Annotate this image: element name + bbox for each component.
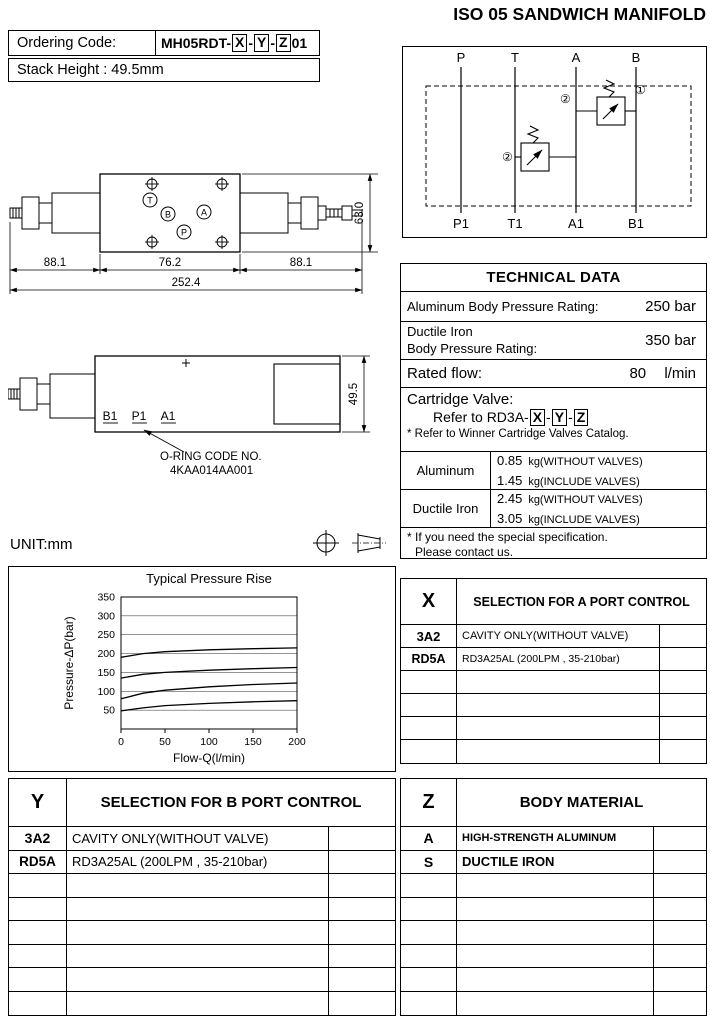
rated-flow-value: 80 l/min bbox=[629, 365, 696, 382]
y-tick-label: 150 bbox=[97, 666, 115, 679]
option-code: 3A2 bbox=[9, 827, 67, 850]
y-tick-label: 250 bbox=[97, 629, 115, 642]
port-circles bbox=[143, 193, 211, 239]
left-cartridge-front bbox=[8, 374, 95, 418]
code-suffix: 01 bbox=[291, 35, 308, 51]
option-desc: RD3A25AL (200LPM , 35-210bar) bbox=[457, 648, 660, 670]
relief-valve-2 bbox=[515, 126, 576, 171]
table-row bbox=[9, 851, 395, 875]
port-label-t: T bbox=[511, 50, 519, 65]
code-x: X bbox=[232, 34, 247, 51]
material-extra-cell bbox=[654, 827, 706, 850]
port-label-b1: B1 bbox=[628, 216, 644, 231]
dim-height-49: 49.5 bbox=[348, 382, 360, 406]
material-desc: HIGH-STRENGTH ALUMINUM bbox=[457, 827, 654, 850]
material-desc: DUCTILE IRON bbox=[457, 851, 654, 874]
dimension-lines bbox=[10, 174, 378, 294]
port-p: P bbox=[180, 227, 188, 238]
empty-row bbox=[401, 671, 706, 694]
ductile-rating-value: 350 bar bbox=[645, 332, 696, 349]
y-tick-label: 200 bbox=[97, 648, 115, 661]
y-tick-label: 300 bbox=[97, 610, 115, 623]
target-symbol-icon bbox=[313, 530, 339, 556]
y-tick-label: 50 bbox=[103, 704, 115, 717]
material-extra-cell bbox=[654, 851, 706, 874]
port-b: B bbox=[164, 209, 172, 220]
port-a: A bbox=[200, 207, 208, 218]
option-extra-cell bbox=[660, 648, 706, 670]
dim-height-63: 63.0 bbox=[354, 201, 366, 225]
code-prefix: MH05RDT- bbox=[161, 35, 232, 51]
empty-row bbox=[9, 898, 395, 922]
code-sep: - bbox=[270, 35, 276, 51]
body-material-title: BODY MATERIAL bbox=[519, 794, 644, 811]
material-code: S bbox=[401, 851, 457, 874]
selection-x-title: SELECTION FOR A PORT CONTROL bbox=[473, 594, 690, 609]
stack-height-box: Stack Height : 49.5mm bbox=[8, 58, 320, 82]
cartridge-cavity-outline bbox=[274, 364, 340, 424]
weight-row-ductile-iron: Ductile Iron 2.45 kg(WITHOUT VALVES) 3.05 kg(INCLUDE VALVES) bbox=[401, 490, 706, 528]
third-angle-projection-icon bbox=[352, 533, 386, 553]
valve-mark-2b: ② bbox=[502, 150, 513, 164]
port-label-p1: P1 bbox=[453, 216, 469, 231]
dim-88-left: 88.1 bbox=[43, 257, 67, 269]
left-cartridge bbox=[10, 193, 100, 233]
port-label-t1: T1 bbox=[507, 216, 523, 231]
x-tick-label: 200 bbox=[288, 736, 306, 748]
empty-row bbox=[9, 921, 395, 945]
cartridge-z: Z bbox=[574, 409, 589, 426]
selection-x-key: X bbox=[401, 579, 457, 624]
y-tick-label: 100 bbox=[97, 685, 115, 698]
option-extra-cell bbox=[660, 625, 706, 647]
hydraulic-schematic bbox=[403, 47, 706, 237]
x-tick-label: 0 bbox=[118, 736, 124, 748]
x-axis-label: Flow-Q(l/min) bbox=[173, 751, 245, 765]
port-label-b: B bbox=[631, 50, 641, 65]
dim-total-252: 252.4 bbox=[171, 277, 201, 289]
right-cartridge bbox=[240, 193, 362, 233]
empty-row bbox=[401, 992, 706, 1016]
ordering-code-value bbox=[155, 31, 319, 55]
selection-y-table bbox=[8, 778, 396, 1016]
material-code: A bbox=[401, 827, 457, 850]
table-row bbox=[9, 827, 395, 851]
selection-x-table bbox=[400, 578, 707, 764]
table-row bbox=[401, 851, 706, 875]
series-curve-2 bbox=[121, 668, 297, 679]
page-title: ISO 05 SANDWICH MANIFOLD bbox=[453, 4, 706, 24]
ordering-code-box bbox=[8, 30, 320, 56]
body-material-table bbox=[400, 778, 707, 1016]
option-desc: CAVITY ONLY(WITHOUT VALVE) bbox=[457, 625, 660, 647]
chart-title: Typical Pressure Rise bbox=[146, 571, 272, 586]
option-code: 3A2 bbox=[401, 625, 457, 647]
empty-row bbox=[401, 717, 706, 740]
technical-data-title: TECHNICAL DATA bbox=[401, 264, 706, 292]
oring-leader bbox=[144, 430, 184, 452]
hydraulic-schematic-panel bbox=[402, 46, 707, 238]
port-label-p: P bbox=[456, 50, 466, 65]
table-row bbox=[401, 827, 706, 851]
port-label-a: A bbox=[571, 50, 581, 65]
front-port-b1: B1 bbox=[102, 409, 118, 423]
front-port-labels bbox=[103, 409, 176, 423]
empty-row bbox=[9, 874, 395, 898]
option-extra-cell bbox=[329, 827, 395, 850]
cartridge-y: Y bbox=[552, 409, 567, 426]
rated-flow-label: Rated flow: bbox=[407, 365, 483, 382]
option-desc: RD3A25AL (200LPM , 35-210bar) bbox=[67, 851, 329, 874]
empty-row bbox=[401, 694, 706, 717]
unit-label: UNIT:mm bbox=[10, 536, 73, 553]
empty-row bbox=[9, 968, 395, 992]
dim-88-right: 88.1 bbox=[289, 257, 313, 269]
projection-symbols bbox=[310, 528, 394, 558]
option-code: RD5A bbox=[401, 648, 457, 670]
top-port-labels bbox=[457, 50, 641, 65]
cartridge-refer-line: Refer to RD3A- X - Y - Z bbox=[407, 409, 702, 426]
ductile-rating-label: Ductile Iron Body Pressure Rating: bbox=[407, 324, 538, 356]
aluminum-rating-label: Aluminum Body Pressure Rating: bbox=[407, 299, 599, 314]
bottom-port-labels bbox=[453, 216, 644, 231]
technical-data-panel bbox=[400, 263, 707, 559]
x-tick-label: 150 bbox=[244, 736, 262, 748]
code-z: Z bbox=[276, 34, 291, 51]
y-axis-label: Pressure-ΔP(bar) bbox=[62, 616, 76, 710]
series-curve-3 bbox=[121, 683, 297, 699]
code-y: Y bbox=[254, 34, 269, 51]
front-port-p1: P1 bbox=[131, 409, 147, 423]
empty-row bbox=[401, 945, 706, 969]
selection-y-title: SELECTION FOR B PORT CONTROL bbox=[100, 794, 362, 811]
front-view-drawing bbox=[8, 350, 398, 488]
empty-row bbox=[401, 874, 706, 898]
body-material-key: Z bbox=[401, 779, 457, 826]
series-curve-1 bbox=[121, 648, 297, 657]
empty-row bbox=[9, 992, 395, 1016]
cartridge-valve-block bbox=[401, 388, 706, 452]
ordering-code-label: Ordering Code: bbox=[17, 35, 117, 51]
oring-title: O-RING CODE NO. bbox=[160, 451, 262, 463]
option-desc: CAVITY ONLY(WITHOUT VALVE) bbox=[67, 827, 329, 850]
plus-mark bbox=[182, 359, 190, 367]
pressure-rise-chart-panel bbox=[8, 566, 396, 772]
port-t: T bbox=[147, 195, 153, 206]
series-curve-4 bbox=[121, 701, 297, 711]
valve-mark-2a: ② bbox=[560, 92, 571, 106]
pressure-rise-chart bbox=[9, 567, 395, 771]
relief-valve-1 bbox=[576, 80, 636, 125]
cartridge-note: * Refer to Winner Cartridge Valves Catalog. bbox=[407, 428, 629, 441]
cartridge-x: X bbox=[530, 409, 545, 426]
x-tick-label: 50 bbox=[159, 736, 171, 748]
cartridge-valve-label: Cartridge Valve: bbox=[407, 391, 514, 408]
empty-row bbox=[401, 968, 706, 992]
technical-data-footnote: * If you need the special specification. Please contact us. bbox=[407, 530, 608, 559]
empty-row bbox=[401, 740, 706, 763]
dim-76: 76.2 bbox=[158, 257, 182, 269]
aluminum-rating-value: 250 bar bbox=[645, 298, 696, 315]
top-view-drawing bbox=[8, 166, 398, 300]
valve-mark-1: ① bbox=[635, 83, 646, 97]
table-row bbox=[401, 625, 706, 648]
weight-table bbox=[401, 452, 706, 528]
empty-row bbox=[401, 921, 706, 945]
code-sep: - bbox=[248, 35, 254, 51]
y-tick-label: 350 bbox=[97, 591, 115, 604]
port-label-a1: A1 bbox=[568, 216, 584, 231]
weight-row-aluminum: Aluminum 0.85 kg(WITHOUT VALVES) 1.45 kg(INCLUDE VALVES) bbox=[401, 452, 706, 490]
option-extra-cell bbox=[329, 851, 395, 874]
selection-y-key: Y bbox=[9, 779, 67, 826]
option-code: RD5A bbox=[9, 851, 67, 874]
oring-code: 4KAA014AA001 bbox=[170, 465, 254, 477]
empty-row bbox=[9, 945, 395, 969]
table-row bbox=[401, 648, 706, 671]
x-tick-label: 100 bbox=[200, 736, 218, 748]
manifold-boundary bbox=[426, 86, 691, 206]
port-lines bbox=[461, 67, 636, 213]
empty-row bbox=[401, 898, 706, 922]
front-port-a1: A1 bbox=[160, 409, 176, 423]
